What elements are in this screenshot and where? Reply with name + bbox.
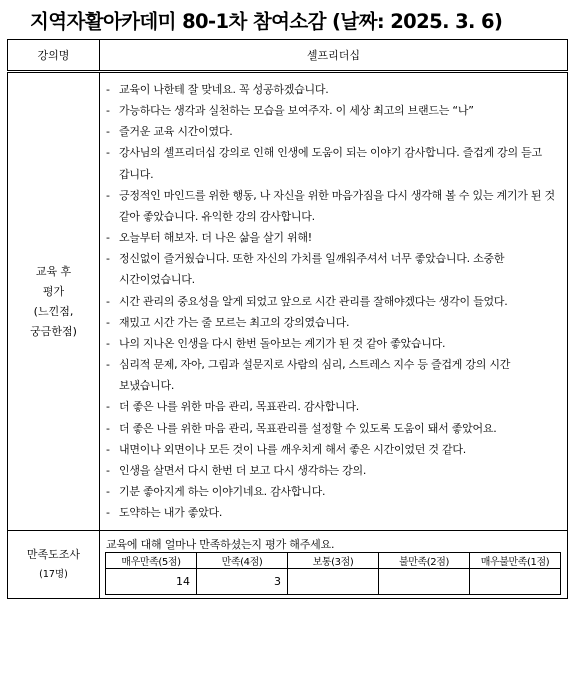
comment-item <box>106 185 559 227</box>
survey-title: 만족도조사 <box>26 547 81 561</box>
score-value: 14 <box>106 569 197 595</box>
survey-label <box>8 531 100 599</box>
evaluation-label-line: 교육 후 <box>35 264 72 278</box>
lecture-row <box>8 40 568 72</box>
comment-item <box>106 100 559 121</box>
comment-text: 오늘부터 해보자. 더 나은 삶을 살기 위해! <box>119 231 312 245</box>
bullet-dash: - <box>106 400 110 414</box>
comment-text: 인생을 살면서 다시 한번 더 보고 다시 생각하는 강의. <box>119 463 367 477</box>
comment-item <box>106 481 559 502</box>
comment-item <box>106 354 559 396</box>
evaluation-row <box>8 72 568 531</box>
survey-count: (17명) <box>39 568 68 580</box>
survey-row <box>8 531 568 599</box>
comment-text: 긍정적인 마인드를 위한 행동, 나 자신을 위한 마음가짐을 다시 생각해 볼 수 있는 계기가 된 것 같아 좋았습니다. 유익한 강의 감사합니다. <box>119 188 555 223</box>
comment-item <box>106 396 559 417</box>
score-value <box>288 569 379 595</box>
score-value-row <box>106 569 561 595</box>
score-header: 만족(4점) <box>197 553 288 569</box>
evaluation-label <box>8 72 100 531</box>
score-value: 3 <box>197 569 288 595</box>
score-header: 매우불만족(1점) <box>470 553 561 569</box>
comment-text: 더 좋은 나를 위한 마음 관리, 목표관리를 설정할 수 있도록 도움이 돼서 좋았어요. <box>119 421 497 435</box>
bullet-dash: - <box>106 83 110 96</box>
comment-item <box>106 227 559 248</box>
bullet-dash: - <box>106 506 110 520</box>
bullet-dash: - <box>106 146 110 160</box>
comment-item <box>106 121 559 142</box>
comment-text: 재밌고 시간 가는 줄 모르는 최고의 강의였습니다. <box>119 315 350 329</box>
comments-list <box>100 73 567 530</box>
comment-item <box>106 312 559 333</box>
bullet-dash: - <box>106 484 110 498</box>
evaluation-label-line: (느낀점, <box>33 304 74 318</box>
bullet-dash: - <box>106 125 110 139</box>
document-title: 지역자활아카데미 80-1차 참여소감 (날짜: 2025. 3. 6) <box>30 10 503 33</box>
score-header: 불만족(2점) <box>379 553 470 569</box>
score-value <box>470 569 561 595</box>
comment-text: 심리적 문제, 자아, 그림과 설문지로 사람의 심리, 스트레스 지수 등 즐겁게 강의 시간 보냈습니다. <box>119 358 511 393</box>
comment-text: 내면이나 외면이나 모든 것이 나를 깨우치게 해서 좋은 시간이었던 것 같다. <box>119 442 466 456</box>
bullet-dash: - <box>106 231 110 245</box>
score-header-row <box>106 553 561 569</box>
lecture-label: 강의명 <box>8 40 100 72</box>
survey-cell <box>100 531 568 599</box>
comment-text: 나의 지나온 인생을 다시 한번 돌아보는 계기가 된 것 같아 좋았습니다. <box>119 336 446 350</box>
bullet-dash: - <box>106 315 110 329</box>
bullet-dash: - <box>106 188 110 202</box>
score-value <box>379 569 470 595</box>
bullet-dash: - <box>106 358 110 372</box>
lecture-name: 셀프리더십 <box>100 40 568 72</box>
comment-item <box>106 248 559 290</box>
comment-text: 즐거운 교육 시간이였다. <box>119 125 233 139</box>
evaluation-label-line: 평가 <box>42 284 65 298</box>
comment-text: 가능하다는 생각과 실천하는 모습을 보여주자. 이 세상 최고의 브랜드는 “나” <box>119 104 474 118</box>
score-header: 보통(3점) <box>288 553 379 569</box>
bullet-dash: - <box>106 442 110 456</box>
comment-text: 더 좋은 나를 위한 마음 관리, 목표관리. 감사합니다. <box>119 400 359 414</box>
comment-text: 시간 관리의 중요성을 알게 되었고 앞으로 시간 관리를 잘해야겠다는 생각이 들었다. <box>119 294 508 308</box>
bullet-dash: - <box>106 294 110 308</box>
evaluation-label-line: 궁금한점) <box>30 324 77 338</box>
comment-text: 강사님의 셀프리더십 강의로 인해 인생에 도움이 되는 이야기 감사합니다. 즐겁게 강의 듣고 갑니다. <box>119 146 542 181</box>
bullet-dash: - <box>106 421 110 435</box>
bullet-dash: - <box>106 336 110 350</box>
comment-text: 기분 좋아지게 하는 이야기네요. 감사합니다. <box>119 484 326 498</box>
comment-text: 정신없이 즐거웠습니다. 또한 자신의 가치를 일깨워주셔서 너무 좋았습니다. 소중한 시간이었습니다. <box>119 252 505 287</box>
comment-text: 교육이 나한테 잘 맞네요. 꼭 성공하겠습니다. <box>119 83 329 96</box>
comment-item <box>106 439 559 460</box>
score-table <box>105 552 561 595</box>
comment-item <box>106 333 559 354</box>
survey-question: 교육에 대해 얼마나 만족하셨는지 평가 해주세요. <box>106 538 335 552</box>
comment-item <box>106 502 559 523</box>
comment-item <box>106 418 559 439</box>
comments-cell <box>100 72 568 531</box>
score-header: 매우만족(5점) <box>106 553 197 569</box>
bullet-dash: - <box>106 252 110 266</box>
bullet-dash: - <box>106 104 110 118</box>
bullet-dash: - <box>106 463 110 477</box>
comment-item <box>106 460 559 481</box>
comment-item <box>106 142 559 184</box>
comment-item <box>106 79 559 100</box>
feedback-table <box>7 39 568 599</box>
comment-item <box>106 291 559 312</box>
comment-text: 도약하는 내가 좋았다. <box>119 506 223 520</box>
